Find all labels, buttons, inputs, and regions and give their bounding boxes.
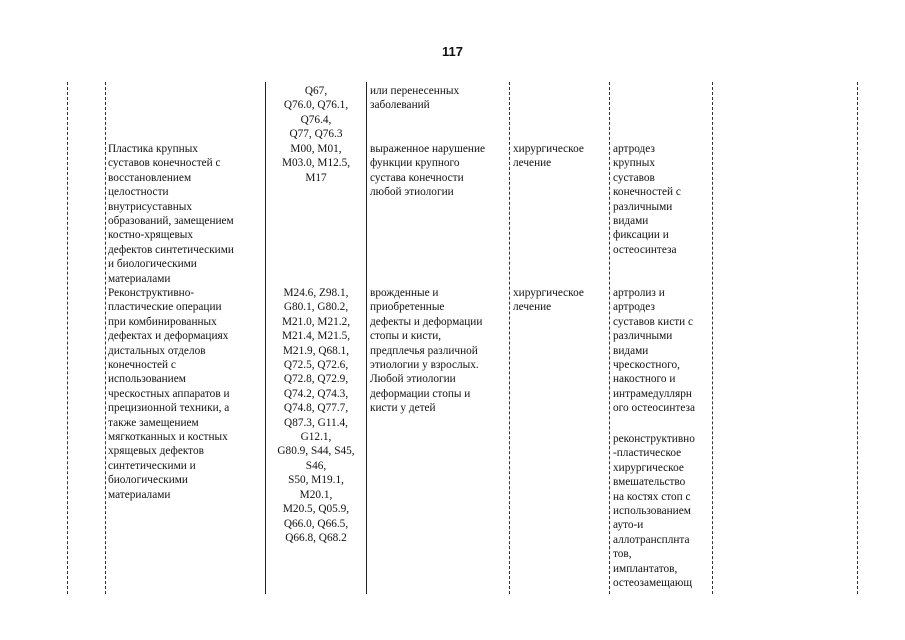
row2-treatment: хирургическое лечение — [513, 143, 584, 170]
row2-indication: выраженное нарушение функции крупного сустава конечности любой этиологии — [370, 143, 485, 199]
row3-codes: M24.6, Z98.1, G80.1, G80.2, M21.0, M21.2, M21.4, M21.5, M21.9, Q68.1, Q72.5, Q72.6, Q72.8, Q72.9, Q74.2, Q74.3, Q74.8, Q77.7, Q87.3, G11.4, G12.1, G80.9, S44, S45, S46, S50, M19.1, M20.1, M20.5, Q05.9, Q66.0, Q66.5, Q66.8, Q68.2 — [277, 287, 355, 544]
row1-codes: Q67, Q76.0, Q76.1, Q76.4, Q77, Q76.3 — [283, 85, 349, 141]
column-divider-5 — [712, 82, 713, 594]
table-border-left — [105, 82, 106, 594]
row2-method: артродез крупных суставов конечностей с различными видами фиксации и остеосинтеза — [613, 143, 681, 256]
row2-name: Пластика крупных суставов конечностей с восстановлением целостности внутрисуставных образований, замещением костно-хрящевых дефектов синтетическими и биологическими материалами — [108, 143, 234, 285]
row3-treatment: хирургическое лечение — [513, 287, 584, 314]
column-divider-1 — [265, 82, 266, 594]
page-number: 117 — [442, 44, 463, 59]
table-border-left-outer — [67, 82, 68, 594]
row3-method-2: реконструктивно -пластическое хирургическое вмешательство на костях стоп с использованием ауто-и аллотрансплнта тов, имплантатов, остеозамещающ — [613, 433, 695, 590]
column-divider-2 — [366, 82, 367, 594]
row1-indication: или перенесенных заболеваний — [370, 85, 460, 112]
row3-method-1: артролиз и артродез суставов кисти с различными видами чрескостного, накостного и интрамедуллярн ого остеосинтеза — [613, 287, 695, 415]
row3-name: Реконструктивно- пластические операции при комбинированных дефектах и деформациях дистальных отделов конечностей с использованием чрескостных аппаратов и прецизионной техники, а также замещением мягкотканных и костных хрящевых дефектов синтетическими и биологическими материалами — [108, 287, 230, 501]
row2-codes: M00, M01, M03.0, M12.5, M17 — [281, 143, 351, 184]
column-divider-4 — [609, 82, 610, 594]
table-border-right — [857, 82, 858, 594]
column-divider-3 — [509, 82, 510, 594]
row3-indication: врожденные и приобретенные дефекты и деформации стопы и кисти, предплечья различной этиологии у взрослых. Любой этиологии деформации стопы и кисти у детей — [370, 287, 483, 415]
